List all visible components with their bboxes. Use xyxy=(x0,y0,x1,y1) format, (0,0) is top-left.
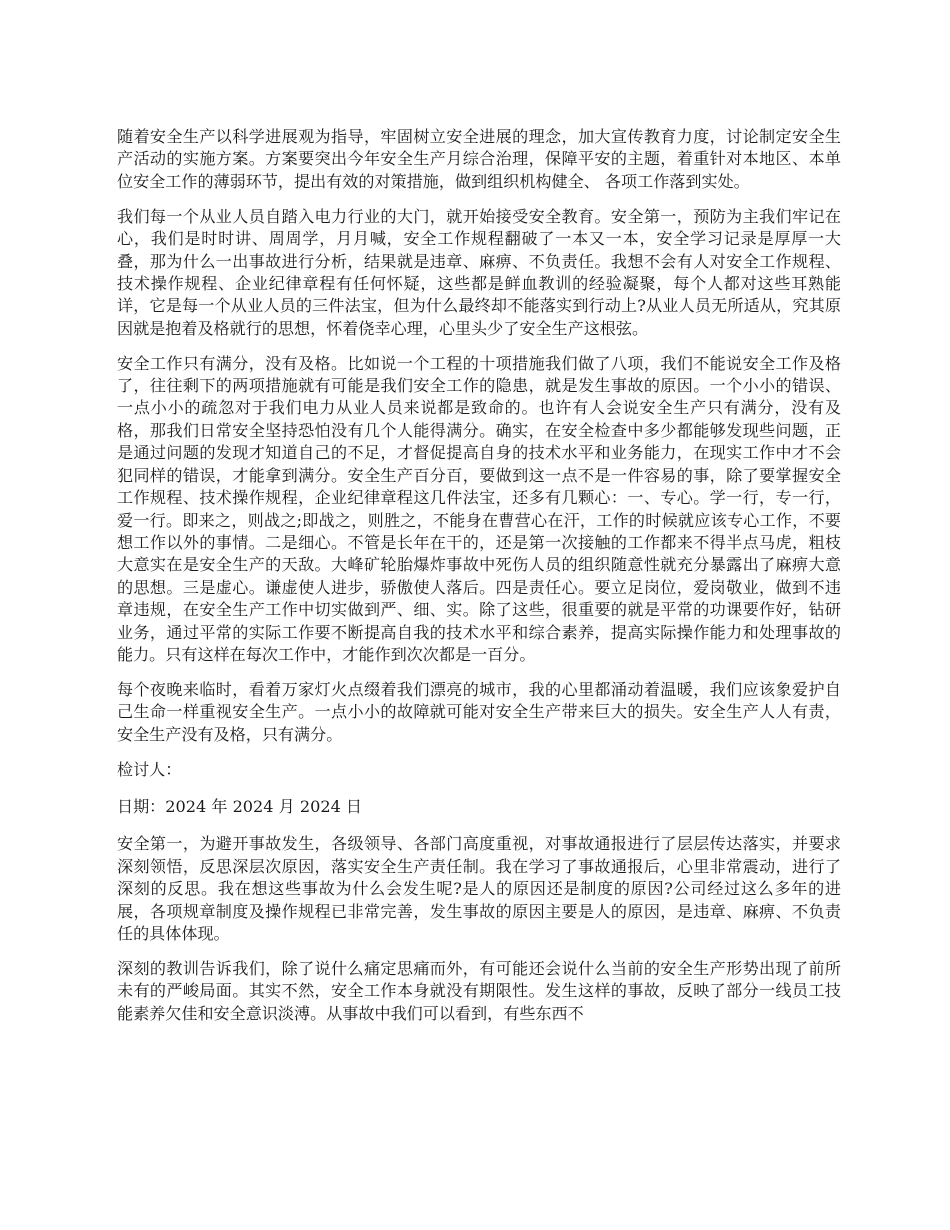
date-line: 日期：2024 年 2024 月 2024 日 xyxy=(117,796,363,816)
paragraph-full-score: 安全工作只有满分，没有及格。比如说一个工程的十项措施我们做了八项，我们不能说安全工作及格了，往往剩下的两项措施就有可能是我们安全工作的隐患，就是发生事故的原因。一个小小的错误、一点小小的疏忽对于我们电力从业人员来说都是致命的。也许有人会说安全生产只有满分，没有及格，那我们日常安全坚持恐怕没有几个人能得满分。确实，在安全检查中多少都能够发现些问题，正是通过问题的发现才知道自己的不足，才督促提高自身的技术水平和业务能力，在现实工作中才不会犯同样的错误，才能拿到满分。安全生产百分百，要做到这一点不是一件容易的事，除了要掌握安全工作规程、技术操作规程，企业纪律章程这几件法宝，还多有几颗心：一、专心。学一行，专一行，爱一行。即来之，则战之;即战之，则胜之，不能身在曹营心在汗，工作的时候就应该专心工作，不要想工作以外的事情。二是细心。不管是长年在干的，还是第一次接触的工作都来不得半点马虎，粗枝大意实在是安全生产的天敌。大峰矿轮胎爆炸事故中死伤人员的组织随意性就充分暴露出了麻痹大意的思想。三是虚心。谦虚使人进步，骄傲使人落后。四是责任心。要立足岗位，爱岗敬业，做到不违章违规，在安全生产工作中切实做到严、细、实。除了这些，很重要的就是平常的功课要作好，钻研业务，通过平常的实际工作要不断提高自我的技术水平和综合素养，提高实际操作能力和处理事故的能力。只有这样在每次工作中，才能作到次次都是一百分。 xyxy=(117,353,841,664)
paragraph-intro: 随着安全生产以科学进展观为指导，牢固树立安全进展的理念，加大宣传教育力度，讨论制定安全生产活动的实施方案。方案要突出今年安全生产月综合治理，保障平安的主题，着重针对本地区、本单位安全工作的薄弱环节，提出有效的对策措施，做到组织机构健全、 各项工作落到实处。 xyxy=(117,127,841,191)
paragraph-accident-report: 安全第一，为避开事故发生，各级领导、各部门高度重视，对事故通报进行了层层传达落实，并要求深刻领悟，反思深层次原因，落实安全生产责任制。我在学习了事故通报后，心里非常震动，进行了深刻的反思。我在想这些事故为什么会发生呢?是人的原因还是制度的原因?公司经过这么多年的进展，各项规章制度及操作规程已非常完善，发生事故的原因主要是人的原因，是违章、麻痹、不负责任的具体体现。 xyxy=(117,834,841,943)
document-page xyxy=(117,126,841,1038)
paragraph-lessons: 深刻的教训告诉我们，除了说什么痛定思痛而外，有可能还会说什么当前的安全生产形势出现了前所未有的严峻局面。其实不然，安全工作本身就没有期限性。发生这样的事故，反映了部分一线员工技能素养欠佳和安全意识淡溥。从事故中我们可以看到，有些东西不 xyxy=(117,958,841,1023)
paragraph-city-lights: 每个夜晚来临时，看着万家灯火点缀着我们漂亮的城市，我的心里都涌动着温暖，我们应该象爱护自己生命一样重视安全生产。一点小小的故障就可能对安全生产带来巨大的损失。安全生产人人有责，安全生产没有及格，只有满分。 xyxy=(117,679,841,744)
paragraph-safety-education: 我们每一个从业人员自踏入电力行业的大门，就开始接受安全教育。安全第一，预防为主我们牢记在心，我们是时时讲、周周学，月月喊，安全工作规程翻破了一本又一本，安全学习记录是厚厚一大叠，那为什么一出事故进行分析，结果就是违章、麻痹、不负责任。我想不会有人对安全工作规程、技术操作规程、企业纪律章程有任何怀疑，这些都是鲜血教训的经验凝聚，每个人都对这些耳熟能详，它是每一个从业人员的三件法宝，但为什么最终却不能落实到行动上?从业人员无所适从，究其原因就是抱着及格就行的思想，怀着侥幸心理，心里头少了安全生产这根弦。 xyxy=(117,206,841,338)
signature-label: 检讨人： xyxy=(117,759,182,779)
